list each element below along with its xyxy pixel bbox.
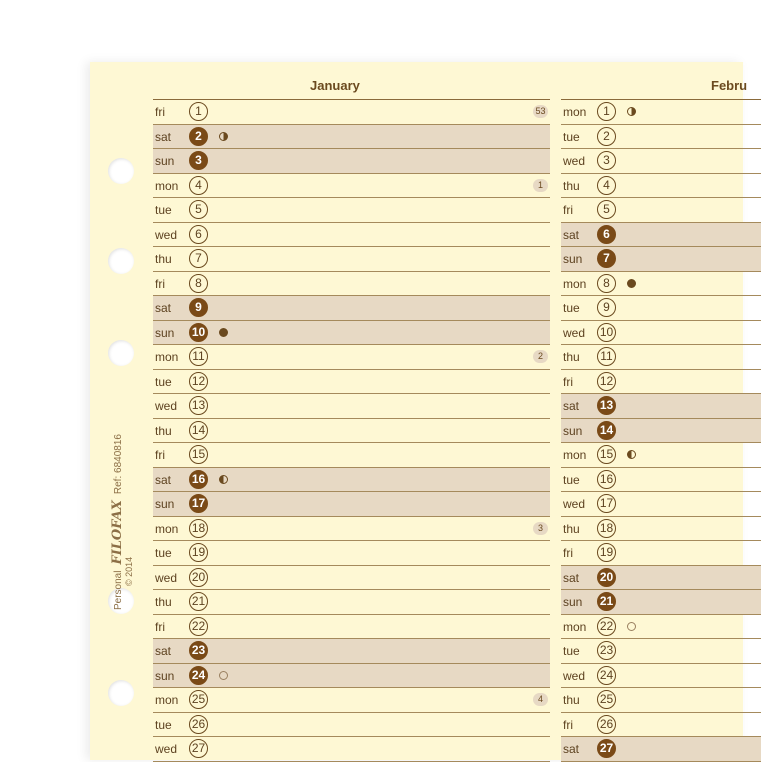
date-number: 8 [597,274,616,293]
weekday-label: sun [155,154,175,168]
day-row [561,443,761,468]
weekday-label: sun [155,668,175,683]
date-number: 10 [597,323,616,342]
day-row [153,590,550,615]
date-number: 25 [189,690,208,709]
day-row [561,688,761,713]
day-row [153,149,550,174]
date-number: 3 [597,151,616,170]
weekday-label: tue [563,129,580,144]
date-number: 25 [597,690,616,709]
weekday-label: wed [155,227,178,242]
date-number: 14 [189,421,208,440]
weekday-label: mon [155,350,179,364]
date-number: 2 [189,127,208,146]
weekday-label: sat [563,570,580,585]
date-number: 22 [189,617,208,636]
binder-hole [108,680,134,706]
date-number: 12 [189,372,208,391]
date-number: 17 [189,494,208,513]
day-row [153,713,550,738]
day-row [561,345,761,370]
day-row [561,566,761,591]
day-row [561,149,761,174]
weekday-label: fri [155,448,165,462]
date-number: 24 [189,666,208,685]
binder-hole [108,248,134,274]
date-number: 17 [597,494,616,513]
date-number: 18 [597,519,616,538]
weekday-label: mon [563,276,587,291]
day-row [153,370,550,395]
weekday-label: wed [563,154,586,168]
date-number: 21 [597,592,616,611]
first-moon-icon [219,132,228,141]
day-row [153,247,550,272]
date-number: 19 [597,543,616,562]
day-row [561,419,761,444]
weekday-label: sat [563,399,580,413]
day-row [153,223,550,248]
weekday-label: mon [155,178,179,193]
weekday-label: fri [563,717,573,732]
weekday-label: fri [563,374,573,389]
date-number: 15 [597,445,616,464]
day-row [561,664,761,689]
weekday-label: sat [155,129,172,144]
weekday-label: fri [155,105,165,119]
day-row [153,125,550,150]
binder-hole [108,340,134,366]
date-number: 8 [189,274,208,293]
weekday-label: mon [155,693,179,707]
day-row [561,394,761,419]
date-number: 16 [597,470,616,489]
weekday-label: sun [563,595,583,609]
date-number: 1 [597,102,616,121]
weekday-label: sat [155,301,172,315]
week-number-badge: 2 [533,350,548,363]
date-number: 7 [189,249,208,268]
day-row [561,296,761,321]
filofax-logo: FILOFAX [110,500,125,565]
month-title-january: January [310,78,360,93]
day-row [561,370,761,395]
date-number: 5 [189,200,208,219]
date-number: 6 [189,225,208,244]
date-number: 23 [597,641,616,660]
day-row [153,737,550,762]
weekday-label: wed [563,325,586,340]
weekday-label: thu [563,693,580,707]
weekday-label: wed [155,399,178,413]
weekday-label: sat [563,742,580,756]
weekday-label: wed [563,497,586,511]
date-number: 5 [597,200,616,219]
week-number-badge: 53 [533,105,548,118]
weekday-label: sun [563,423,583,438]
day-row [561,492,761,517]
weekday-label: tue [563,472,580,487]
weekday-label: sat [155,472,172,487]
day-row [561,713,761,738]
imprint-ref: Ref: 6840816 [113,434,124,495]
day-row [561,198,761,223]
date-number: 19 [189,543,208,562]
day-row [561,517,761,542]
weekday-label: mon [155,521,179,536]
date-number: 1 [189,102,208,121]
day-row [561,590,761,615]
date-number: 27 [189,739,208,758]
date-number: 26 [597,715,616,734]
date-number: 22 [597,617,616,636]
weekday-label: fri [155,276,165,291]
new-moon-icon [219,671,228,680]
weekday-label: tue [155,546,172,560]
day-row [153,321,550,346]
date-number: 7 [597,249,616,268]
weekday-label: wed [563,668,586,683]
new-moon-icon [627,622,636,631]
weekday-label: sun [155,497,175,511]
date-number: 24 [597,666,616,685]
date-number: 2 [597,127,616,146]
day-row [153,541,550,566]
weekday-label: tue [155,374,172,389]
weekday-label: fri [563,203,573,217]
day-row [153,272,550,297]
date-number: 23 [189,641,208,660]
weekday-label: thu [563,350,580,364]
date-number: 11 [189,347,208,366]
day-row [561,615,761,640]
day-row [153,615,550,640]
week-number-badge: 1 [533,179,548,192]
weekday-label: mon [563,105,587,119]
day-row [561,639,761,664]
weekday-label: wed [155,570,178,585]
week-number-badge: 4 [533,693,548,706]
imprint-copyright: © 2014 [124,556,134,586]
first-moon-icon [627,107,636,116]
date-number: 9 [597,298,616,317]
weekday-label: tue [155,203,172,217]
day-row [153,517,550,542]
weekday-label: thu [155,252,172,266]
day-row [153,688,550,713]
date-number: 13 [597,396,616,415]
date-number: 15 [189,445,208,464]
day-row [153,419,550,444]
day-row [153,174,550,199]
date-number: 27 [597,739,616,758]
weekday-label: sun [155,325,175,340]
date-number: 4 [597,176,616,195]
weekday-label: fri [155,619,165,634]
month-title-february: Febru [711,78,748,93]
day-row [153,394,550,419]
day-row [561,174,761,199]
weekday-label: tue [563,644,580,658]
weekday-label: wed [155,742,178,756]
day-row [153,345,550,370]
weekday-label: mon [563,619,587,634]
day-row [153,492,550,517]
day-row [153,664,550,689]
imprint-edition: Personal [113,570,124,610]
weekday-label: thu [155,595,172,609]
day-row [153,566,550,591]
day-row [153,639,550,664]
day-row [561,737,761,762]
weekday-label: mon [563,448,587,462]
date-number: 13 [189,396,208,415]
weekday-label: tue [563,301,580,315]
weekday-label: sat [155,644,172,658]
day-row [561,468,761,493]
day-row [561,321,761,346]
day-row [153,296,550,321]
date-number: 26 [189,715,208,734]
weekday-label: thu [155,423,172,438]
week-number-badge: 3 [533,522,548,535]
full-moon-icon [627,279,636,288]
date-number: 14 [597,421,616,440]
day-row [153,198,550,223]
date-number: 10 [189,323,208,342]
date-number: 16 [189,470,208,489]
day-row [153,443,550,468]
date-number: 20 [189,568,208,587]
planner-page [90,62,748,760]
weekday-label: tue [155,717,172,732]
date-number: 6 [597,225,616,244]
weekday-label: sun [563,252,583,266]
imprint [110,434,134,610]
day-row [561,541,761,566]
last-moon-icon [627,450,636,459]
date-number: 9 [189,298,208,317]
day-row [561,247,761,272]
day-row [153,100,550,125]
month-column-february [561,99,761,762]
date-number: 3 [189,151,208,170]
date-number: 11 [597,347,616,366]
day-row [561,223,761,248]
weekday-label: sat [563,227,580,242]
binder-hole [108,158,134,184]
day-row [561,100,761,125]
day-row [561,272,761,297]
date-number: 18 [189,519,208,538]
weekday-label: thu [563,521,580,536]
last-moon-icon [219,475,228,484]
date-number: 20 [597,568,616,587]
full-moon-icon [219,328,228,337]
weekday-label: fri [563,546,573,560]
weekday-label: thu [563,178,580,193]
day-row [561,125,761,150]
date-number: 12 [597,372,616,391]
date-number: 21 [189,592,208,611]
day-row [153,468,550,493]
date-number: 4 [189,176,208,195]
month-column-january [153,99,550,762]
